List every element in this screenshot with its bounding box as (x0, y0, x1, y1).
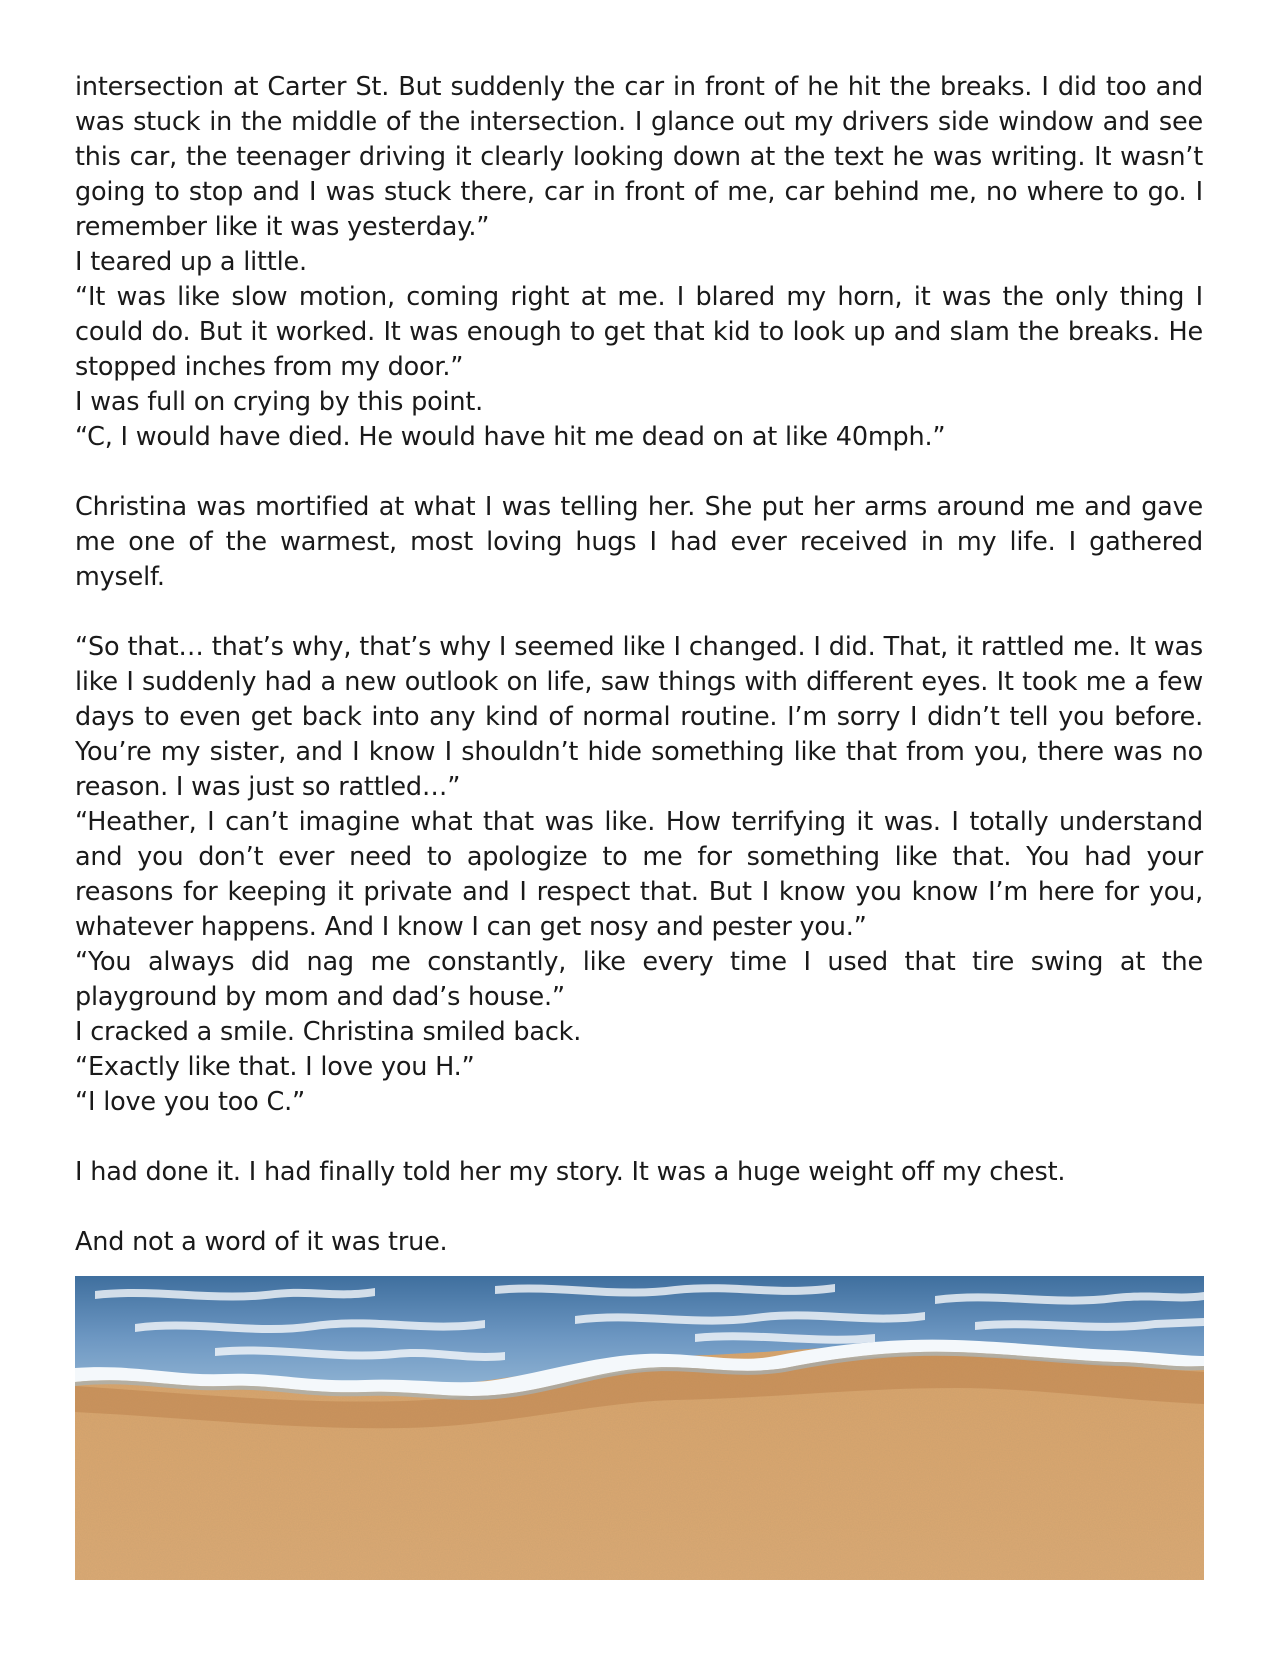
paragraph: And not a word of it was true. (75, 1227, 448, 1257)
paragraph: “C, I would have died. He would have hit me dead on at like 40mph.” (75, 422, 946, 452)
paragraph: Christina was mortified at what I was telling her. She put her arms around me and gave me one of the warmest, most loving hugs I had ever received in my life. I gathered myself. (75, 492, 1203, 592)
paragraph: I was full on crying by this point. (75, 387, 484, 417)
paragraph: “It was like slow motion, coming right at me. I blared my horn, it was the only thing I could do. But it worked. It was enough to get that kid to look up and slam the breaks. He stopped inches from my door.” (75, 282, 1203, 382)
paragraph: “I love you too C.” (75, 1087, 305, 1117)
paragraph: “So that… that’s why, that’s why I seemed like I changed. I did. That, it rattled me. It was like I suddenly had a new outlook on life, saw things with different eyes. It took me a few days to even get back into any kind of normal routine. I’m sorry I didn’t tell you before. You’re my sister, and I know I shouldn’t hide something like that from you, there was no reason. I was just so rattled…” (75, 632, 1203, 802)
paragraph: “Exactly like that. I love you H.” (75, 1052, 475, 1082)
paragraph: intersection at Carter St. But suddenly the car in front of he hit the breaks. I did too and was stuck in the middle of the intersection. I glance out my drivers side window and see this car, the teenager driving it clearly looking down at the text he was writing. It wasn’t going to stop and I was stuck there, car in front of me, car behind me, no where to go. I remember like it was yesterday.” (75, 72, 1203, 242)
paragraph: I cracked a smile. Christina smiled back. (75, 1017, 582, 1047)
beach-shoreline-image (75, 1276, 1204, 1580)
paragraph: “You always did nag me constantly, like every time I used that tire swing at the playground by mom and dad’s house.” (75, 947, 1203, 1012)
story-page (75, 70, 1203, 1260)
paragraph: “Heather, I can’t imagine what that was like. How terrifying it was. I totally understand and you don’t ever need to apologize to me for something like that. You had your reasons for keeping it private and I respect that. But I know you know I’m here for you, whatever happens. And I know I can get nosy and pester you.” (75, 807, 1203, 942)
paragraph: I teared up a little. (75, 247, 307, 277)
paragraph: I had done it. I had finally told her my story. It was a huge weight off my chest. (75, 1157, 1066, 1187)
